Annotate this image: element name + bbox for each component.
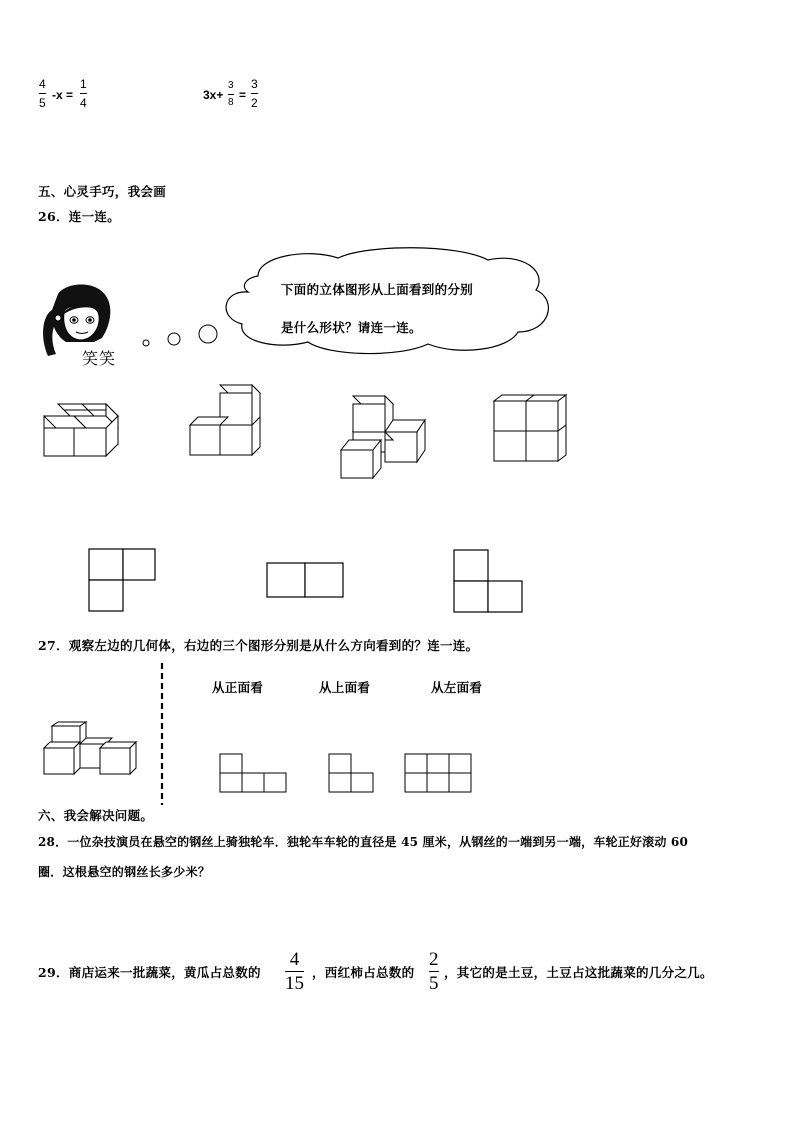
numerator: 2 (429, 949, 439, 970)
solid-figure-3 (339, 394, 429, 480)
eq1-fraction-a (39, 78, 46, 109)
numerator: 1 (80, 77, 87, 91)
section6-title: 六、我会解决问题。 (38, 808, 154, 823)
fraction-bar (285, 971, 304, 972)
eq2-fraction-a (228, 81, 234, 108)
denominator: 5 (429, 973, 439, 994)
fraction-bar (228, 94, 234, 95)
q28-line-2: 圈．这根悬空的钢丝长多少米？ (38, 865, 211, 879)
denominator: 4 (80, 96, 87, 110)
q29-fraction-tomato (429, 950, 439, 993)
top-view-option-1 (87, 547, 159, 613)
numerator: 3 (228, 80, 234, 91)
view-top-label: 从上面看 (319, 680, 371, 695)
top-view-option-3 (452, 548, 526, 614)
section5-title: 五、心灵手巧，我会画 (38, 184, 167, 199)
solid-figure-2 (188, 383, 263, 458)
fraction-bar (80, 93, 87, 94)
fraction-bar (429, 971, 439, 972)
eq1-middle: -x = (52, 88, 74, 102)
cloud-bubble (218, 246, 558, 358)
q28-line-1: 28．一位杂技演员在悬空的钢丝上骑独轮车．独轮车车轮的直径是 45 厘米，从钢丝的一端到另一端，车轮正好滚动 60 (38, 835, 689, 849)
q29-fraction-cucumber (285, 950, 304, 993)
fraction-bar (39, 93, 46, 94)
q27-view-shape-1 (219, 752, 291, 794)
denominator: 2 (251, 96, 258, 110)
denominator: 5 (39, 96, 46, 110)
solid-figure-1 (40, 400, 125, 460)
denominator: 8 (228, 97, 234, 108)
numerator: 4 (39, 77, 46, 91)
view-left-label: 从左面看 (431, 680, 483, 695)
bubble-line-2: 是什么形状？请连一连。 (281, 320, 422, 335)
solid-figure-4 (492, 393, 572, 465)
top-view-option-2 (265, 561, 347, 599)
q27-solid-figure (40, 720, 140, 778)
thought-bubbles (140, 322, 220, 352)
q29-text-pre: 29．商店运来一批蔬菜，黄瓜占总数的 (38, 965, 261, 980)
fraction-bar (251, 93, 258, 94)
q29-text-mid: ，西红柿占总数的 (312, 965, 415, 980)
q27-view-shape-3 (404, 752, 476, 794)
eq2-fraction-b (251, 78, 258, 109)
eq2-prefix: 3x+ (203, 88, 224, 102)
q29-text-post: ，其它的是土豆，土豆占这批蔬菜的几分之几。 (444, 965, 713, 980)
girl-caption: 笑笑 (82, 349, 117, 368)
bubble-line-1: 下面的立体图形从上面看到的分别 (281, 282, 474, 297)
q26-label: 26．连一连。 (38, 209, 120, 224)
q27-label: 27．观察左边的几何体，右边的三个图形分别是从什么方向看到的？连一连。 (38, 638, 479, 653)
divider-dashed-line (160, 663, 164, 805)
eq2-equals: = (239, 88, 247, 102)
q27-view-shape-2 (328, 752, 378, 794)
eq1-fraction-b (80, 78, 87, 109)
numerator: 3 (251, 77, 258, 91)
view-front-label: 从正面看 (212, 680, 264, 695)
denominator: 15 (285, 973, 304, 994)
numerator: 4 (289, 949, 300, 970)
